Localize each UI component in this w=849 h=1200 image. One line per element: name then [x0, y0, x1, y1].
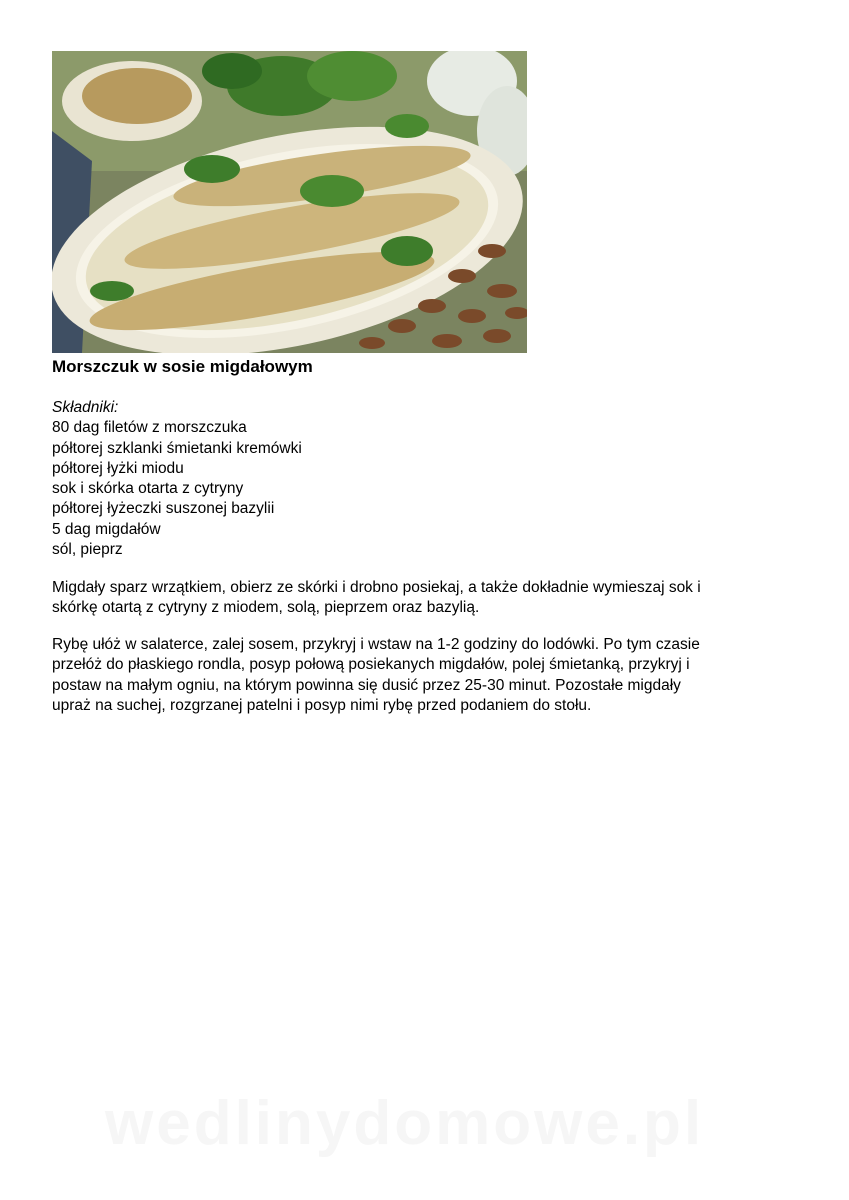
ingredient-item: 80 dag filetów z morszczuka [52, 419, 247, 437]
paragraph-line: Migdały sparz wrzątkiem, obierz ze skórki i drobno posiekaj, a także dokładnie wymieszaj sok i [52, 579, 701, 596]
paragraph-line: postaw na małym ogniu, na którym powinna się dusić przez 25-30 minut. Pozostałe migdały [52, 676, 681, 694]
ingredients-label: Składniki: [52, 399, 119, 416]
ingredient-item: sok i skórka otarta z cytryny [52, 480, 244, 498]
ingredient-item: półtorej łyżki miodu [52, 459, 184, 477]
ingredients-list [52, 418, 302, 560]
paragraph-line: skórkę otartą z cytryny z miodem, solą, pieprzem oraz bazylią. [52, 599, 480, 617]
site-watermark: wedlinydomowe.pl [105, 1089, 705, 1158]
dish-photo [52, 51, 527, 353]
ingredient-item: sól, pieprz [52, 541, 123, 559]
recipe-title: Morszczuk w sosie migdałowym [52, 357, 313, 376]
paragraph-line: Rybę ułóż w salaterce, zalej sosem, przykryj i wstaw na 1-2 godziny do lodówki. Po tym czasie [52, 636, 700, 653]
ingredient-item: 5 dag migdałów [52, 520, 161, 538]
instructions-paragraph-2 [52, 635, 792, 716]
ingredient-item: półtorej łyżeczki suszonej bazylii [52, 500, 275, 518]
ingredient-item: półtorej szklanki śmietanki kremówki [52, 439, 302, 457]
instructions-paragraph-1 [52, 578, 792, 619]
paragraph-line: przełóż do płaskiego rondla, posyp połową posiekanych migdałów, polej śmietanką, przykryj i [52, 656, 690, 674]
dish-illustration [52, 51, 527, 353]
paragraph-line: upraż na suchej, rozgrzanej patelni i posyp nimi rybę przed podaniem do stołu. [52, 696, 592, 714]
ingredients-section [52, 398, 302, 560]
